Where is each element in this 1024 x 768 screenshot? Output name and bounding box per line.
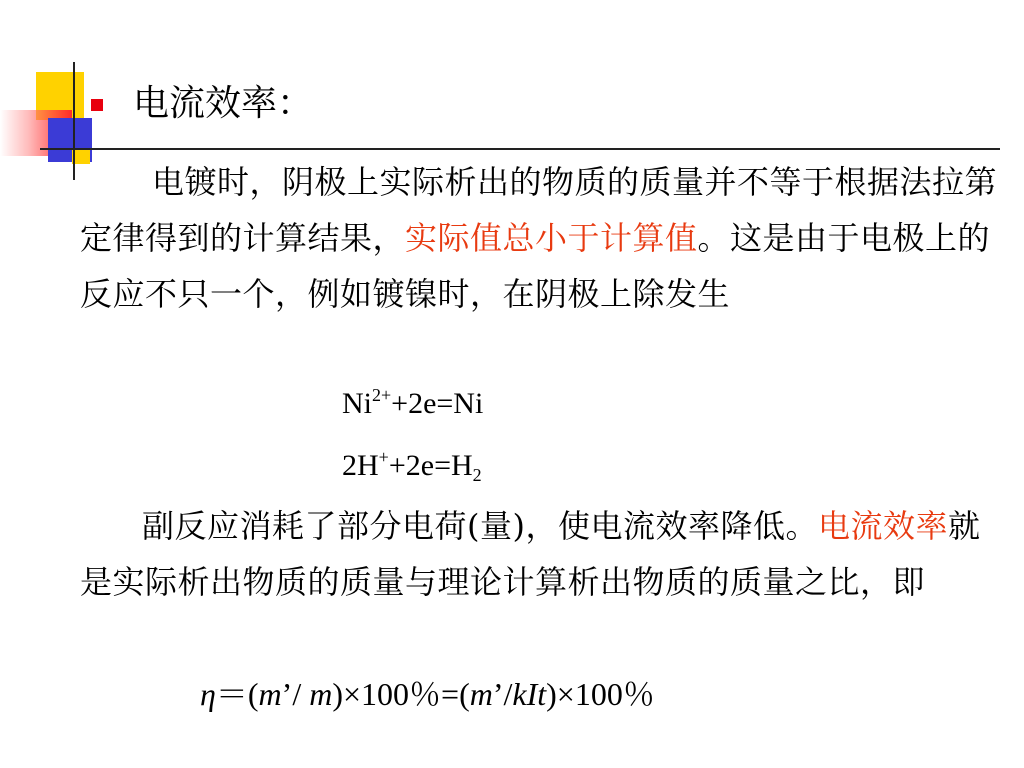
formula-m3: m — [469, 676, 493, 712]
logo-vertical-line — [73, 62, 75, 180]
formula-eq-sign: ＝( — [215, 676, 259, 712]
eq2-middle: +2e=H — [388, 449, 473, 482]
formula-m2: m — [309, 676, 333, 712]
formula-prime2: ’/ — [492, 676, 513, 712]
eq2-reactant: 2H — [342, 449, 379, 482]
formula-eta: η — [200, 676, 216, 712]
equation-nickel — [342, 384, 483, 424]
eq1-rest: +2e=Ni — [391, 387, 484, 420]
paragraph2-highlight: 电流效率 — [817, 507, 948, 545]
formula-kIt: kIt — [512, 676, 547, 712]
eq1-charge: 2+ — [372, 385, 392, 405]
paragraph-electroplating — [80, 154, 1000, 322]
paragraph1-text-continued: 。这是由于电极上的反应不只一个，例如镀镍时，在阴极上除发生 — [80, 219, 991, 313]
efficiency-formula — [200, 672, 655, 716]
equation-hydrogen — [342, 446, 482, 486]
formula-prime1: ’/ — [281, 676, 310, 712]
eq2-subscript: 2 — [472, 465, 482, 485]
paragraph2-text-continued: 就是实际析出物质的质量与理论计算析出物质的质量之比，即 — [80, 507, 981, 601]
slide-title: 电流效率： — [133, 83, 314, 124]
paragraph-current-efficiency — [80, 498, 1000, 610]
title-bullet-icon — [91, 99, 103, 111]
paragraph2-text: 副反应消耗了部分电荷(量)，使电流效率降低。 — [142, 507, 818, 545]
eq1-reactant: Ni — [342, 387, 372, 420]
formula-times2: )×100％ — [546, 676, 655, 712]
paragraph1-text: 电镀时，阴极上实际析出的物质的质量并不等于根据法拉第定律得到的计算结果， — [80, 163, 998, 257]
formula-m1: m — [258, 676, 282, 712]
title-divider-line — [40, 148, 1000, 150]
eq2-charge: + — [378, 447, 389, 467]
formula-times1: )×100％=( — [332, 676, 470, 712]
paragraph1-highlight: 实际值总小于计算值 — [405, 219, 698, 257]
